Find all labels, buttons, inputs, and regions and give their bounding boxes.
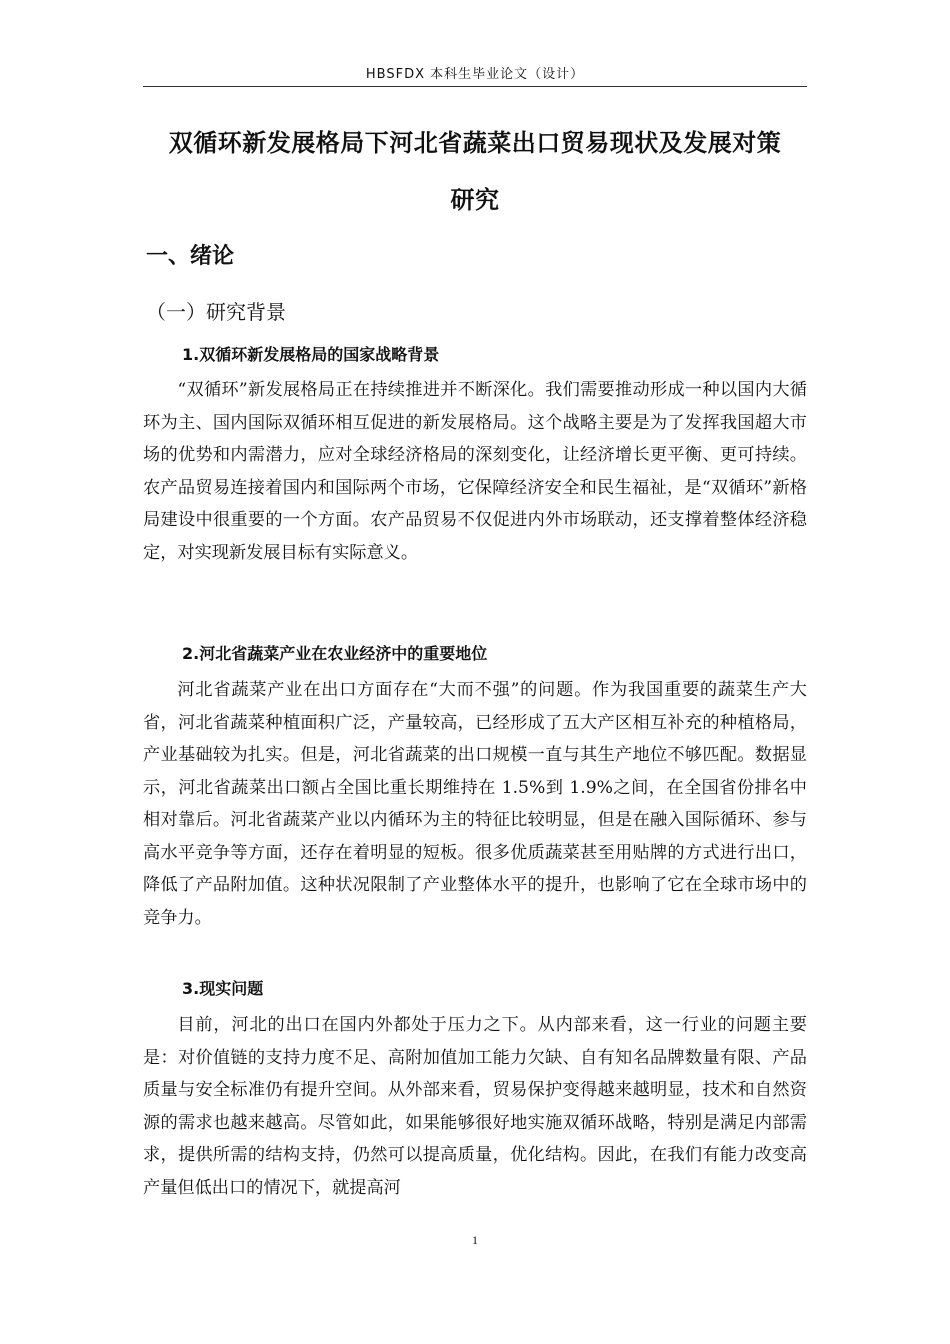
section-heading: （一）研究背景 <box>146 300 286 324</box>
subsection-heading-3: 3.现实问题 <box>182 979 264 998</box>
paper-title-line-1: 双循环新发展格局下河北省蔬菜出口贸易现状及发展对策 <box>168 129 782 157</box>
paragraph-3: 目前，河北的出口在国内外都处于压力之下。从内部来看，这一行业的问题主要是：对价值链的支持力度不足、高附加值加工能力欠缺、自有知名品牌数量有限、产品质量与安全标准仍有提升空间。从外部来看，贸易保护变得越来越明显，技术和自然资源的需求也越来越高。尽管如此，如果能够很好地实施双循环战略，特别是满足内部需求，提供所需的结构支持，仍然可以提高质量，优化结构。因此，在我们有能力改变高产量但低出口的情况下，就提高河 <box>143 1015 807 1198</box>
page-number: 1 <box>472 1233 478 1247</box>
paper-title-line-2: 研究 <box>450 186 500 214</box>
subsection-heading-1: 1.双循环新发展格局的国家战略背景 <box>182 345 440 364</box>
header-rule <box>143 86 807 87</box>
subsection-heading-2: 2.河北省蔬菜产业在农业经济中的重要地位 <box>182 644 488 663</box>
page-header: HBSFDX 本科生毕业论文（设计） <box>365 67 585 82</box>
chapter-heading: 一、绪论 <box>146 244 235 269</box>
paragraph-2: 河北省蔬菜产业在出口方面存在“大而不强”的问题。作为我国重要的蔬菜生产大省，河北省蔬菜种植面积广泛，产量较高，已经形成了五大产区相互补充的种植格局，产业基础较为扎实。但是，河北省蔬菜的出口规模一直与其生产地位不够匹配。数据显示，河北省蔬菜出口额占全国比重长期维持在 1.5%到 1.9%之间，在全国省份排名中相对靠后。河北省蔬菜产业以内循环为主的特征比较明显，但是在融入国际循环、参与高水平竞争等方面，还存在着明显的短板。很多优质蔬菜甚至用贴牌的方式进行出口，降低了产品附加值。这种状况限制了产业整体水平的提升，也影响了它在全球市场中的竞争力。 <box>143 680 807 928</box>
paragraph-1: “双循环”新发展格局正在持续推进并不断深化。我们需要推动形成一种以国内大循环为主、国内国际双循环相互促进的新发展格局。这个战略主要是为了发挥我国超大市场的优势和内需潜力，应对全球经济格局的深刻变化，让经济增长更平衡、更可持续。农产品贸易连接着国内和国际两个市场，它保障经济安全和民生福祉，是“双循环”新格局建设中很重要的一个方面。农产品贸易不仅促进内外市场联动，还支撑着整体经济稳定，对实现新发展目标有实际意义。 <box>143 380 807 563</box>
